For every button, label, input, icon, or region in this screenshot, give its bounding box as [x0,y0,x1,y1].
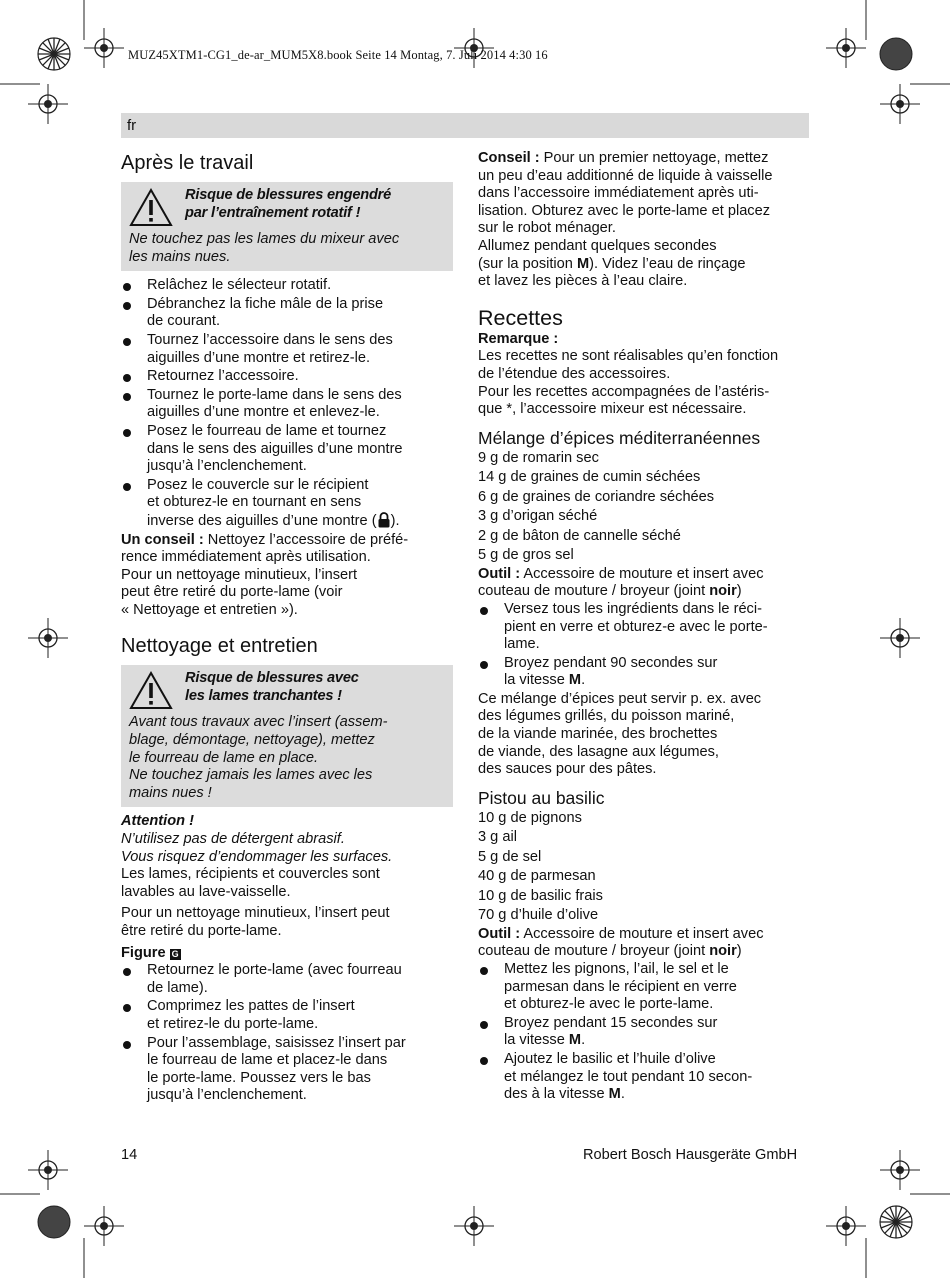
attention-label: Attention ! [121,813,194,830]
recipe-title-spices: Mélange d’épices méditerranéennes [478,427,761,448]
list-item: Retournez l’accessoire. [121,368,453,386]
section-title-cleaning: Nettoyage et entretien [121,635,318,658]
crosshair-icon [880,618,920,658]
list-item: Tournez l’accessoire dans le sens des aiguilles d’une montre et retirez-le. [121,332,453,367]
lock-icon [377,512,391,528]
section-title-after-work: Après le travail [121,152,254,174]
language-bar [121,113,809,138]
after-work-tip: Un conseil : Nettoyez l’accessoire de préfé- rence immédiatement après utilisation. Pour un nettoyage minutieux, l’insert peut être retiré du porte-lame (voir « Nettoyage et entretien »). [121,531,409,618]
company-name: Robert Bosch Hausgeräte GmbH [583,1147,798,1163]
left-column [121,150,453,1106]
registration-starburst-icon [37,37,71,71]
note-label: Remarque : [478,330,559,347]
recipes-note: Les recettes ne sont réalisables qu’en fonction de l’étendue des accessoires. Pour les recettes accompagnées de l’astéris- que *, l’accessoire mixeur est nécessaire. [478,348,779,418]
dishwasher-note: Les lames, récipients et couvercles sont lavables au lave-vaisselle. [121,866,380,900]
pesto-ingredients: 10 g de pignons 3 g ail 5 g de sel 40 g de parmesan 10 g de basilic frais 70 g d’huile d’olive [478,809,603,924]
attention-text: N’utilisez pas de détergent abrasif. Vous risquez d’endommager les surfaces. [121,831,393,865]
pesto-steps [478,961,810,1104]
pesto-tool: Outil : Accessoire de mouture et insert avec couteau de mouture / broyeur (joint noir) [478,925,764,960]
warning-title: par l’entraînement rotatif ! [185,205,361,221]
crosshair-icon [880,84,920,124]
insert-note: Pour un nettoyage minutieux, l’insert peut être retiré du porte-lame. [121,905,390,939]
list-item: Broyez pendant 15 secondes sur la vitesse M. [478,1015,810,1050]
figure-letter-icon: G [171,948,179,959]
cleaning-steps [121,962,453,1105]
language-label: fr [127,117,137,134]
crosshair-icon [28,618,68,658]
crosshair-icon [454,1206,494,1246]
list-item: Pour l’assemblage, saisissez l’insert par le fourreau de lame et placez-le dans le porte-lame. Poussez vers le bas jusqu’à l’enclenchement. [121,1035,453,1105]
spices-tool: Outil : Accessoire de mouture et insert avec couteau de mouture / broyeur (joint noir) [478,565,764,600]
crosshair-icon [84,28,124,68]
list-item: Tournez le porte-lame dans le sens des aiguilles d’une montre et enlevez-le. [121,387,453,422]
warning-title: les lames tranchantes ! [185,688,342,705]
registration-disc-icon [879,37,913,71]
list-item: Débranchez la fiche mâle de la prise de courant. [121,296,453,331]
crosshair-icon [826,1206,866,1246]
file-header: MUZ45XTM1-CG1_de-ar_MUM5X8.book Seite 14 Montag, 7. Juli 2014 4:30 16 [128,48,548,62]
tip-label: Conseil : [478,150,540,166]
crosshair-icon [28,84,68,124]
first-cleaning-tip: Conseil : Pour un premier nettoyage, mettez un peu d’eau additionné de liquide à vaisselle dans l’accessoire immédiatement après uti- lisation. Obturez avec le porte-lame et placez sur le robot ménager. Allumez pendant quelques secondes (sur la position M). Videz l’eau de rinçage et lavez les pièces à l’eau claire. [478,150,773,290]
registration-disc-icon [37,1205,71,1239]
spices-steps [478,601,810,690]
recipe-title-pesto: Pistou au basilic [478,787,605,808]
figure-reference: Figure G [121,944,179,961]
list-item: Retournez le porte-lame (avec fourreau de lame). [121,962,453,997]
list-item: Mettez les pignons, l’ail, le sel et le parmesan dans le récipient en verre et obturez-le avec le porte-lame. [478,961,810,1014]
list-item: Posez le fourreau de lame et tournez dans le sens des aiguilles d’une montre jusqu’à l’enclenchement. [121,423,453,476]
page-number: 14 [121,1147,138,1163]
warning-title: Risque de blessures engendré [185,187,392,203]
list-item: Comprimez les pattes de l’insert et retirez-le du porte-lame. [121,998,453,1033]
warning-triangle-icon [129,188,173,228]
crosshair-icon [826,28,866,68]
list-item: Broyez pendant 90 secondes sur la vitesse M. [478,655,810,690]
warning-text: Ne touchez pas les lames du mixeur avec [129,231,400,247]
after-work-steps [121,277,453,530]
warning-box-rotary [121,182,453,271]
registration-starburst-icon [879,1205,913,1239]
spices-ingredients: 9 g de romarin sec 14 g de graines de cumin séchées 6 g de graines de coriandre séchées 3 g d’origan séché 2 g de bâton de cannelle séché 5 g de gros sel [478,449,715,564]
warning-triangle-icon [129,671,173,711]
crosshair-icon [28,1150,68,1190]
warning-text: les mains nues. [129,248,231,265]
right-column [478,150,810,1105]
list-item: Ajoutez le basilic et l’huile d’olive et mélangez le tout pendant 10 secon- des à la vitesse M. [478,1051,810,1104]
tip-label: Un conseil : [121,531,204,548]
warning-box-blades: Risque de blessures avec les lames tranchantes ! Avant tous travaux avec l’insert (assem- blage, démontage, nettoyage), mettez le fourreau de lame en place. Ne touchez jamais les lames avec les mains nues ! [121,665,453,807]
crosshair-icon [880,1150,920,1190]
list-item: Versez tous les ingrédients dans le réci- pient en verre et obturez-e avec le porte- lame. [478,601,810,654]
warning-title: Risque de blessures avec [185,670,359,687]
list-item: Posez le couvercle sur le récipient et obturez-le en tournant en sens inverse des aiguilles d’une montre ( ). [121,477,453,531]
crosshair-icon [84,1206,124,1246]
section-title-recipes: Recettes [478,305,563,330]
spices-serving: Ce mélange d’épices peut servir p. ex. avec des légumes grillés, du poisson mariné, de la viande marinée, des brochettes de viande, des lasagne aux légumes, des sauces pour des pâtes. [478,690,762,778]
list-item: Relâchez le sélecteur rotatif. [121,277,453,295]
